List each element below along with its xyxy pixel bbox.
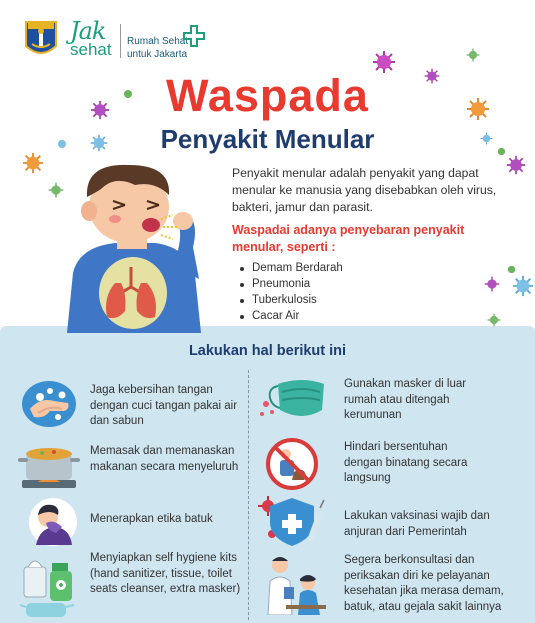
logo-separator [120, 24, 121, 58]
no-animal-contact-icon [264, 436, 320, 492]
jakarta-emblem-icon [24, 20, 58, 60]
logo-sehat: sehat [70, 40, 112, 59]
health-cross-icon [182, 24, 206, 48]
disease-list [240, 260, 343, 324]
tip-cooking: Memasak dan memanaskan makanan secara menyeluruh [90, 445, 239, 473]
cooking-pot-icon [16, 440, 82, 490]
intro-text: Penyakit menular adalah penyakit yang dapat menular ke manusia yang disebabkan oleh virus, bakteri, jamur dan parasit. [232, 166, 497, 214]
tip-handwash: Jaga kebersihan tangan dengan cuci tangan pakai air dan sabun [90, 384, 238, 427]
disease-item: Tuberkulosis [240, 292, 343, 308]
tip-hygiene-kit: Menyiapkan self hygiene kits (hand sanitizer, tissue, toilet seats cleanser, extra masker) [90, 552, 241, 595]
tagline-line1: Rumah Sehat [127, 36, 189, 47]
tip-cough-etiquette: Menerapkan etika batuk [90, 513, 213, 525]
logo-jak: Jak [70, 17, 106, 45]
coughing-boy-illustration [55, 155, 215, 333]
warning-text: Waspadai adanya penyebaran penyakit menular, seperti : [232, 223, 465, 254]
cough-etiquette-icon [26, 497, 80, 547]
virus-icon [506, 264, 517, 275]
disease-item: Pneumonia [240, 276, 343, 292]
tagline-line2: untuk Jakarta [127, 49, 188, 60]
handwash-icon [20, 379, 78, 429]
mask-icon [258, 374, 328, 424]
disease-item: Demam Berdarah [240, 260, 343, 276]
tip-consult: Segera berkonsultasi dan periksakan diri ke pelayanan kesehatan jika merasa demam, batuk, atau gejala sakit lainnya [344, 554, 504, 613]
page-subtitle: Penyakit Menular [160, 124, 375, 154]
page-title: Waspada [166, 70, 369, 121]
doctor-consult-icon [262, 553, 326, 615]
virus-icon [484, 276, 500, 292]
hygiene-kit-icon [20, 553, 80, 619]
disease-item: Cacar Air [240, 308, 343, 324]
virus-icon [506, 155, 526, 175]
virus-icon [487, 313, 501, 327]
virus-icon [466, 48, 480, 62]
vaccine-shield-icon [258, 494, 328, 550]
section-title: Lakukan hal berikut ini [188, 343, 347, 359]
virus-icon [22, 152, 44, 174]
column-divider [248, 370, 249, 620]
virus-icon [512, 275, 534, 297]
tip-mask: Gunakan masker di luar rumah atau ditengah kerumunan [344, 378, 467, 421]
tip-vaccination: Lakukan vaksinasi wajib dan anjuran dari Pemerintah [344, 510, 490, 538]
tip-animal-contact: Hindari bersentuhan dengan binatang secara langsung [344, 441, 468, 484]
